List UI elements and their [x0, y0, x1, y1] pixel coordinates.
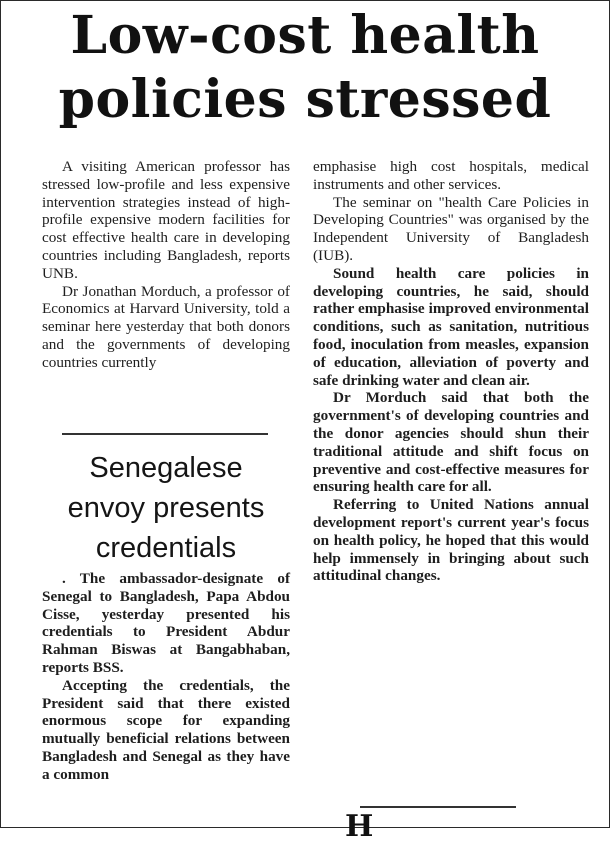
- article-paragraph: . The ambassador-designate of Senegal to Bangladesh, Papa Abdou Cisse, yesterday presented his credentials to President Abdur Rahman Biswas at Bangabhaban, reports BSS.: [42, 570, 290, 676]
- article-paragraph: The seminar on "health Care Policies in Developing Countries" was organised by the Independent University of Bangladesh (IUB).: [313, 193, 589, 264]
- article-paragraph: Sound health care policies in developing countries, he said, should rather emphasise improved environmental conditions, such as sanitation, nutritious food, inoculation from measles, expansion of education, alleviation of poverty and safe drinking water and clean air.: [313, 264, 589, 389]
- article-paragraph: Dr Morduch said that both the government's of developing countries and the donor agencies should shun their traditional attitude and shift focus on preventive and cost-effective measures for ensuring health care for all.: [313, 389, 589, 496]
- second-article-body: [42, 570, 290, 784]
- main-headline: [0, 4, 610, 132]
- second-headline-line-3: credentials: [95, 532, 237, 564]
- headline-line-2: policies stressed: [58, 69, 552, 130]
- article-left-column: [42, 158, 290, 372]
- second-headline-line-2: envoy presents: [67, 492, 265, 524]
- article-paragraph: A visiting American professor has stressed low-profile and less expensive intervention strategies instead of high-profile expensive modern facilities for cost effective health care in developing countries including Bangladesh, reports UNB.: [42, 158, 290, 282]
- headline-line-1: Low-cost health: [70, 5, 540, 66]
- second-article-headline: [34, 448, 298, 568]
- next-article-headline: H: [345, 809, 374, 844]
- article-paragraph: Dr Jonathan Morduch, a professor of Economics at Harvard University, told a seminar here yesterday that both donors and the governments of developing countries currently: [42, 282, 290, 371]
- second-headline-line-1: Senegalese: [89, 452, 243, 484]
- article-paragraph: Referring to United Nations annual development report's current year's focus on health policy, he hoped that this would help immensely in bringing about such attitudinal changes.: [313, 496, 589, 585]
- article-paragraph: emphasise high cost hospitals, medical instruments and other services.: [313, 158, 589, 193]
- column-divider-rule: [360, 806, 516, 808]
- article-paragraph: Accepting the credentials, the President said that there existed enormous scope for expanding mutually beneficial relations between Bangladesh and Senegal as they have a common: [42, 676, 290, 783]
- column-divider-rule: [62, 433, 268, 435]
- article-right-column: [313, 158, 589, 585]
